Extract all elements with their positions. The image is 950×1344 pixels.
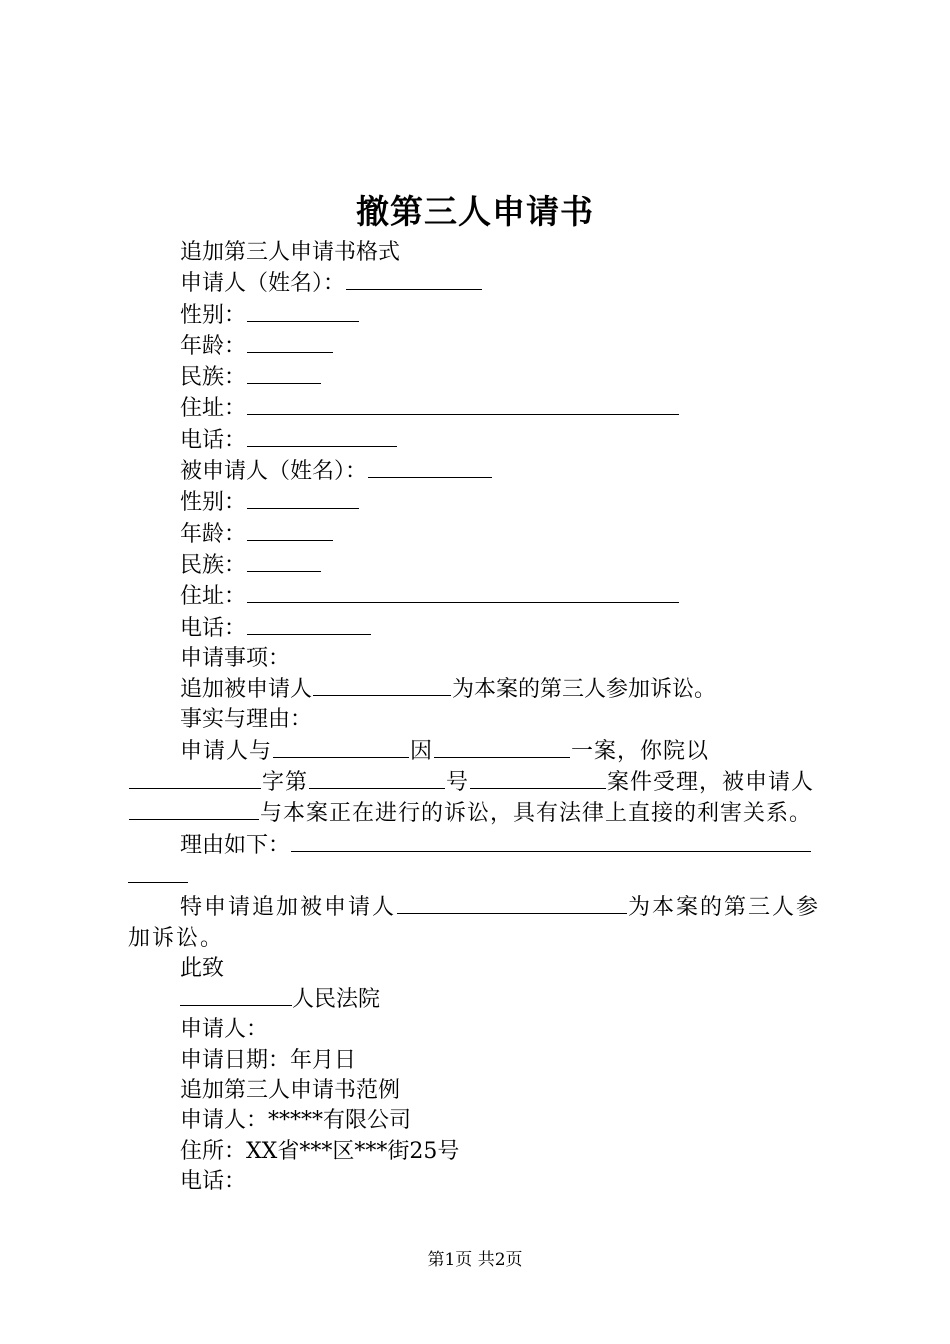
blank-field [247, 550, 321, 572]
apply-date-line: 申请日期：年月日 [180, 1047, 357, 1073]
blank-field [368, 456, 492, 478]
blank-field [273, 736, 409, 758]
example-applicant-line: 申请人：*****有限公司 [180, 1108, 412, 1134]
facts-paragraph: 申请人与 因 一案，你院以字第 号 案件受理，被申请人与本案正在进行的诉讼，具有法律上直接的利害关系。 [128, 736, 832, 830]
respondent-address-line: 住址： [128, 581, 832, 612]
special-request-paragraph: 特申请追加被申请人 为本案的第三人参加诉讼。 [128, 892, 832, 954]
blank-field [129, 798, 259, 820]
blank-field [309, 767, 445, 789]
blank-field [470, 767, 606, 789]
blank-field [247, 519, 333, 541]
respondent-gender-line: 性别： [128, 487, 832, 518]
blank-field [129, 767, 261, 789]
court-line: 人民法院 [128, 984, 832, 1015]
document-body [128, 238, 832, 1197]
blank-field [247, 425, 397, 447]
closing-line: 此致 [180, 955, 225, 981]
respondent-age-line: 年龄： [128, 519, 832, 550]
document-title: 撤第三人申请书 [356, 192, 594, 231]
facts-heading: 事实与理由： [180, 707, 313, 733]
applicant-sign-line: 申请人： [180, 1017, 269, 1043]
applicant-age-line: 年龄： [128, 331, 832, 362]
format-heading: 追加第三人申请书格式 [180, 240, 401, 265]
applicant-name-line: 申请人（姓名）： [128, 268, 832, 299]
applicant-phone-line: 电话： [128, 425, 832, 456]
page-footer: 第1页 共2页 [427, 1250, 523, 1270]
blank-field [247, 393, 679, 415]
blank-field [180, 984, 292, 1006]
blank-field [397, 892, 627, 914]
example-phone-line: 电话： [180, 1168, 247, 1194]
add-third-party-line: 追加被申请人 为本案的第三人参加诉讼。 [128, 674, 832, 705]
blank-field [247, 581, 679, 603]
applicant-address-line: 住址： [128, 393, 832, 424]
example-heading: 追加第三人申请书范例 [180, 1078, 401, 1104]
reason-line: 理由如下： [128, 830, 832, 861]
blank-field [291, 830, 811, 852]
blank-field [247, 300, 359, 322]
respondent-phone-line: 电话： [128, 613, 832, 644]
blank-field [346, 268, 482, 290]
blank-field [247, 613, 371, 635]
request-heading: 申请事项： [180, 645, 291, 671]
blank-field [247, 487, 359, 509]
example-address-line: 住所：XX省***区***街25号 [180, 1138, 460, 1164]
respondent-name-line: 被申请人（姓名）： [128, 456, 832, 487]
blank-field [313, 674, 451, 696]
applicant-gender-line: 性别： [128, 300, 832, 331]
blank-field [247, 331, 333, 353]
reason-continuation [128, 861, 832, 892]
blank-field [434, 736, 570, 758]
blank-field [247, 362, 321, 384]
blank-field [128, 861, 188, 883]
applicant-ethnicity-line: 民族： [128, 362, 832, 393]
respondent-ethnicity-line: 民族： [128, 550, 832, 581]
